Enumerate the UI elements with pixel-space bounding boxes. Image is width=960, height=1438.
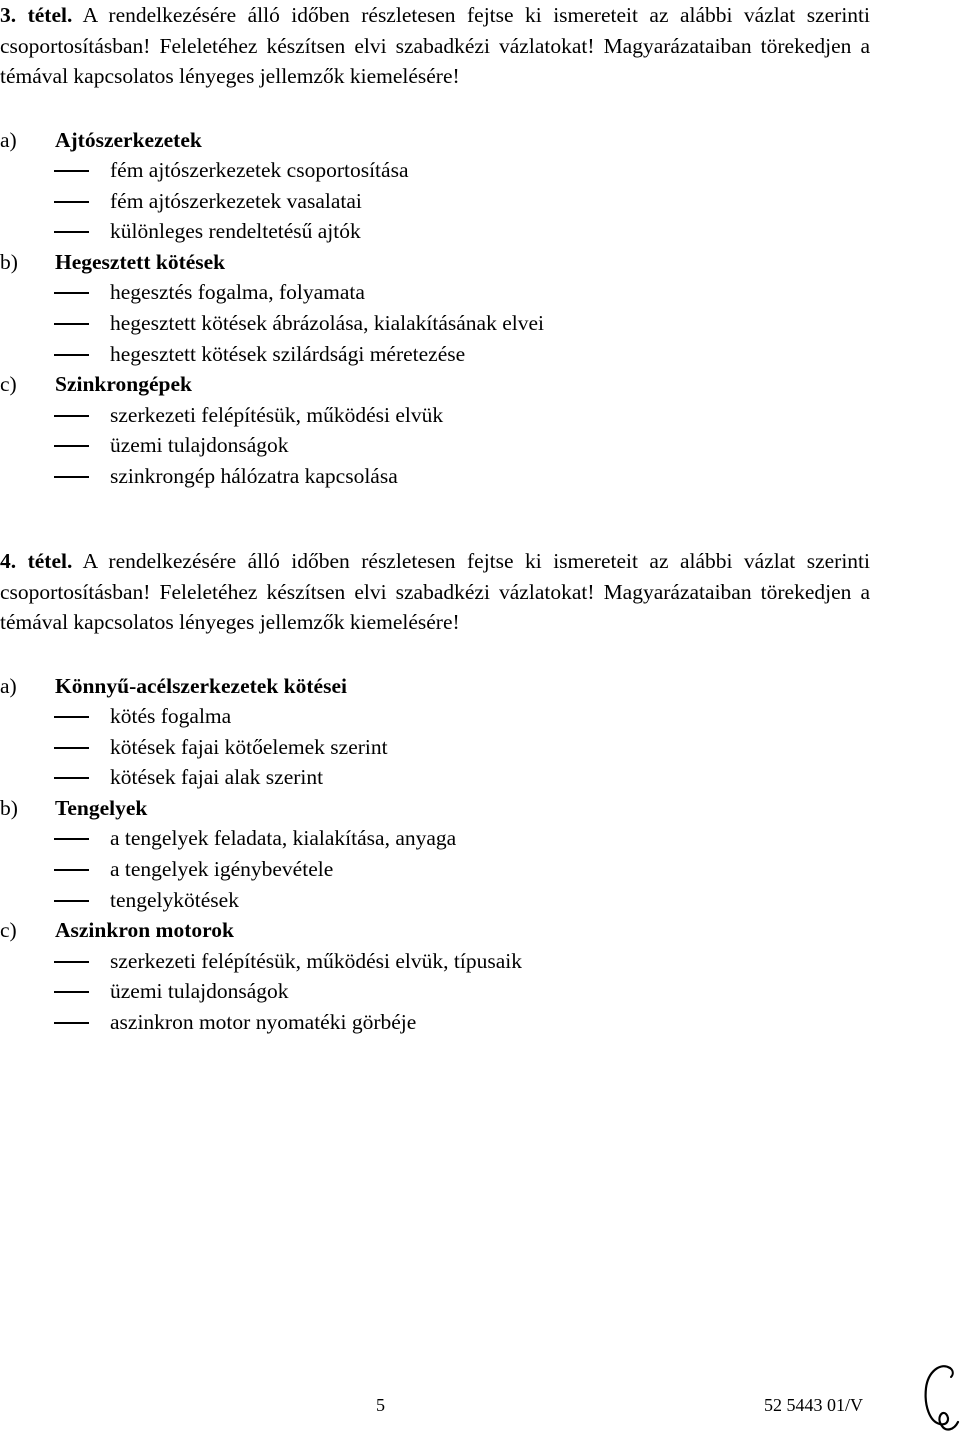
topic-subitem <box>0 885 960 916</box>
subitem-text: kötések fajai kötőelemek szerint <box>110 734 388 759</box>
topic-subitem <box>0 823 960 854</box>
topic-subitem <box>0 430 960 461</box>
subitem-text: fém ajtószerkezetek csoportosítása <box>110 158 409 183</box>
topic-title: Szinkrongépek <box>55 372 192 397</box>
exam-item-number: 4. tétel. <box>0 549 73 573</box>
topic-heading <box>0 671 960 702</box>
topic-subitem <box>0 308 960 339</box>
topic-title: Könnyű-acélszerkezetek kötései <box>55 673 347 698</box>
subitem-text: hegesztés fogalma, folyamata <box>110 280 365 305</box>
handwritten-signature <box>920 1360 960 1438</box>
topic-subitem <box>0 400 960 431</box>
topic-letter: b) <box>0 249 18 274</box>
topic-letter: c) <box>0 372 17 397</box>
dash-bullet <box>54 900 89 902</box>
topic-subitem <box>0 946 960 977</box>
topic-subitem <box>0 216 960 247</box>
topic-letter: a) <box>0 127 17 152</box>
topic-heading <box>0 793 960 824</box>
subitem-text: szinkrongép hálózatra kapcsolása <box>110 464 398 489</box>
dash-bullet <box>54 231 89 233</box>
topic-subitem <box>0 339 960 370</box>
dash-bullet <box>54 1022 89 1024</box>
topic-heading <box>0 369 960 400</box>
topic-heading <box>0 125 960 156</box>
instruction-text: A rendelkezésére álló időben részletesen fejtse ki ismereteit az alábbi vázlat szerinti csoportosításban! Feleletéhez készítsen elvi szabadkézi vázlatokat! Magyarázataiban törekedjen a témával kapcsolatos lényeges jellemzők kiemelésére! <box>0 549 870 634</box>
topic-title: Hegesztett kötések <box>55 249 226 274</box>
dash-bullet <box>54 201 89 203</box>
subitem-text: hegesztett kötések ábrázolása, kialakításának elvei <box>110 311 544 336</box>
topic-title: Aszinkron motorok <box>55 918 234 943</box>
dash-bullet <box>54 961 89 963</box>
topic-heading <box>0 915 960 946</box>
topic-subitem <box>0 155 960 186</box>
subitem-text: különleges rendeltetésű ajtók <box>110 219 361 244</box>
topic-subitem <box>0 732 960 763</box>
subitem-text: aszinkron motor nyomatéki görbéje <box>110 1010 417 1035</box>
page-number: 5 <box>376 1395 385 1415</box>
topic-subitem <box>0 461 960 492</box>
subitem-text: tengelykötések <box>110 887 239 912</box>
subitem-text: üzemi tulajdonságok <box>110 433 289 458</box>
topic-subitem <box>0 976 960 1007</box>
subitem-text: üzemi tulajdonságok <box>110 979 289 1004</box>
topic-title: Tengelyek <box>55 795 148 820</box>
exam-item-instruction <box>0 546 960 638</box>
subitem-text: a tengelyek feladata, kialakítása, anyaga <box>110 826 457 851</box>
subitem-text: szerkezeti felépítésük, működési elvük <box>110 402 444 427</box>
exam-item-3 <box>0 0 960 492</box>
dash-bullet <box>54 716 89 718</box>
dash-bullet <box>54 292 89 294</box>
topic-subitem <box>0 701 960 732</box>
document-code: 52 5443 01/V <box>764 1395 863 1415</box>
dash-bullet <box>54 991 89 993</box>
dash-bullet <box>54 354 89 356</box>
subitem-text: kötések fajai alak szerint <box>110 765 324 790</box>
topic-title: Ajtószerkezetek <box>55 127 202 152</box>
dash-bullet <box>54 838 89 840</box>
topic-letter: a) <box>0 673 17 698</box>
dash-bullet <box>54 777 89 779</box>
subitem-text: hegesztett kötések szilárdsági méretezése <box>110 341 466 366</box>
subitem-text: kötés fogalma <box>110 704 232 729</box>
subitem-text: szerkezeti felépítésük, működési elvük, típusaik <box>110 948 522 973</box>
dash-bullet <box>54 476 89 478</box>
dash-bullet <box>54 747 89 749</box>
dash-bullet <box>54 869 89 871</box>
exam-item-4 <box>0 546 960 1038</box>
topic-subitem <box>0 186 960 217</box>
topic-heading <box>0 247 960 278</box>
topic-list <box>0 671 960 1038</box>
dash-bullet <box>54 170 89 172</box>
dash-bullet <box>54 415 89 417</box>
instruction-text: A rendelkezésére álló időben részletesen fejtse ki ismereteit az alábbi vázlat szerinti csoportosításban! Feleletéhez készítsen elvi szabadkézi vázlatokat! Magyarázataiban törekedjen a témával kapcsolatos lényeges jellemzők kiemelésére! <box>0 3 870 88</box>
dash-bullet <box>54 445 89 447</box>
dash-bullet <box>54 323 89 325</box>
topic-letter: b) <box>0 795 18 820</box>
exam-item-number: 3. tétel. <box>0 3 73 27</box>
subitem-text: a tengelyek igénybevétele <box>110 857 334 882</box>
topic-subitem <box>0 277 960 308</box>
topic-subitem <box>0 762 960 793</box>
topic-list <box>0 125 960 492</box>
topic-subitem <box>0 854 960 885</box>
topic-subitem <box>0 1007 960 1038</box>
subitem-text: fém ajtószerkezetek vasalatai <box>110 188 362 213</box>
exam-item-instruction <box>0 0 960 92</box>
topic-letter: c) <box>0 918 17 943</box>
